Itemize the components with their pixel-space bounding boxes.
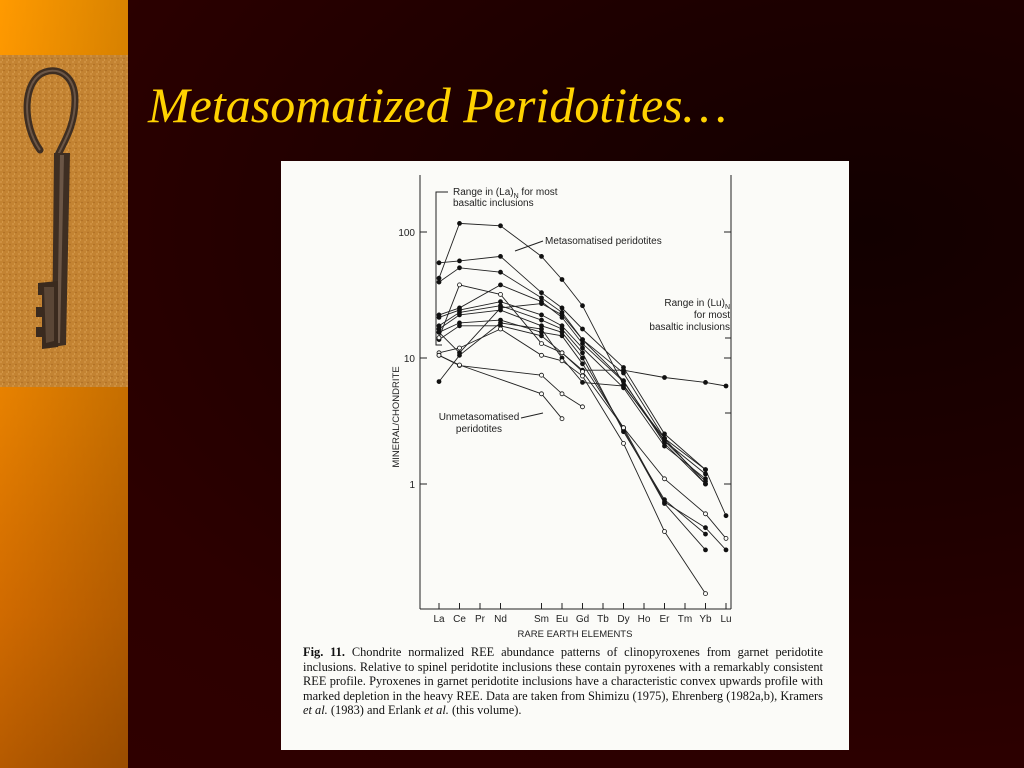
filled-data-point <box>724 548 728 552</box>
filled-data-point <box>663 500 667 504</box>
caption-text-2: et al. <box>303 703 328 718</box>
filled-data-point <box>458 266 462 270</box>
x-tick-label: Tm <box>677 614 693 625</box>
filled-data-point <box>437 280 441 284</box>
filled-data-point <box>499 270 503 274</box>
filled-data-point <box>622 379 626 383</box>
open-data-point <box>540 353 544 357</box>
range-lu-subscript: N <box>724 304 730 311</box>
filled-data-point <box>540 318 544 322</box>
range-lu-line1: Range in (Lu) <box>664 298 725 309</box>
filled-data-point <box>622 368 626 372</box>
filled-data-point <box>437 261 441 265</box>
filled-data-point <box>581 356 585 360</box>
filled-data-point <box>437 380 441 384</box>
open-data-point <box>540 392 544 396</box>
filled-data-point <box>437 330 441 334</box>
open-data-point <box>622 441 626 445</box>
filled-data-point <box>560 278 564 282</box>
filled-data-point <box>499 283 503 287</box>
open-data-point <box>704 512 708 516</box>
filled-data-point <box>560 313 564 317</box>
filled-data-point <box>704 548 708 552</box>
x-tick-label: Sm <box>534 614 549 625</box>
open-data-point <box>458 346 462 350</box>
range-lu-line2: for most <box>693 310 730 321</box>
x-tick-label: Pr <box>475 614 485 625</box>
open-data-point <box>437 353 441 357</box>
filled-data-point <box>663 376 667 380</box>
filled-data-point <box>724 514 728 518</box>
filled-data-point <box>581 327 585 331</box>
open-data-point <box>458 363 462 367</box>
open-data-point <box>704 592 708 596</box>
caption-text-4: et al. <box>424 703 449 718</box>
open-data-point <box>581 374 585 378</box>
x-tick-label: Nd <box>494 614 507 625</box>
filled-data-point <box>704 526 708 530</box>
filled-data-point <box>663 432 667 436</box>
filled-data-point <box>458 351 462 355</box>
range-la-line2: basaltic inclusions <box>453 198 534 209</box>
filled-data-point <box>540 334 544 338</box>
filled-data-point <box>540 254 544 258</box>
x-tick-label: Er <box>659 614 670 625</box>
filled-data-point <box>704 477 708 481</box>
filled-data-point <box>499 254 503 258</box>
range-la-line1: Range in (La) <box>453 187 514 198</box>
x-axis-label: RARE EARTH ELEMENTS <box>517 629 633 640</box>
open-data-point <box>540 373 544 377</box>
x-tick-label: Ho <box>637 614 651 625</box>
filled-data-point <box>704 532 708 536</box>
open-data-point <box>560 351 564 355</box>
filled-data-point <box>499 300 503 304</box>
slide-title: Metasomatized Peridotites… <box>148 77 728 133</box>
open-data-point <box>499 327 503 331</box>
filled-data-point <box>581 362 585 366</box>
filled-data-point <box>540 327 544 331</box>
ree-chart <box>281 161 849 641</box>
unmetasomatised-line2: peridotites <box>455 424 503 435</box>
open-data-point <box>458 283 462 287</box>
antique-key-photo-icon <box>0 55 128 387</box>
filled-data-point <box>458 221 462 225</box>
range-la-subscript: N <box>513 193 519 200</box>
svg-text:Metasomatised peridotites: Metasomatised peridotites <box>545 236 662 247</box>
series-line-12 <box>439 329 706 594</box>
filled-data-point <box>458 259 462 263</box>
filled-data-point <box>560 334 564 338</box>
annotation-range-lu <box>649 298 731 413</box>
annotation-metasomatised <box>515 236 662 251</box>
x-tick-label: Tb <box>597 614 609 625</box>
filled-data-point <box>581 342 585 346</box>
filled-data-point <box>704 472 708 476</box>
filled-data-point <box>540 302 544 306</box>
figure-caption <box>303 645 823 718</box>
filled-data-point <box>437 315 441 319</box>
x-tick-label: La <box>433 614 445 625</box>
figure-panel <box>281 161 849 750</box>
filled-data-point <box>663 436 667 440</box>
x-tick-label: Gd <box>575 614 590 625</box>
open-data-point <box>663 477 667 481</box>
figure-caption-label: Fig. 11. <box>303 645 345 659</box>
y-tick-label: 100 <box>398 228 415 239</box>
filled-data-point <box>499 306 503 310</box>
open-data-point <box>581 370 585 374</box>
open-data-point <box>663 530 667 534</box>
filled-data-point <box>704 380 708 384</box>
filled-data-point <box>622 384 626 388</box>
filled-data-point <box>581 338 585 342</box>
caption-text-5: (this volume). <box>448 703 522 718</box>
filled-data-point <box>581 346 585 350</box>
x-tick-label: Ce <box>453 614 466 625</box>
annotation-unmetasomatised <box>439 412 543 435</box>
open-data-point <box>622 426 626 430</box>
filled-data-point <box>581 380 585 384</box>
filled-data-point <box>540 291 544 295</box>
range-la-line1-tail: for most <box>518 187 558 198</box>
filled-data-point <box>458 313 462 317</box>
open-data-point <box>499 292 503 296</box>
filled-data-point <box>437 276 441 280</box>
x-tick-label: Dy <box>617 614 630 625</box>
open-data-point <box>437 336 441 340</box>
filled-data-point <box>704 482 708 486</box>
filled-data-point <box>704 468 708 472</box>
filled-data-point <box>581 351 585 355</box>
range-lu-line3: basaltic inclusions <box>649 322 730 333</box>
filled-data-point <box>581 304 585 308</box>
filled-data-point <box>560 306 564 310</box>
y-tick-label: 1 <box>409 480 415 491</box>
x-tick-label: Lu <box>720 614 732 625</box>
unmetasomatised-line1: Unmetasomatised <box>438 412 520 423</box>
y-axis-label: MINERAL/CHONDRITE <box>391 366 402 468</box>
y-tick-label: 10 <box>403 354 415 365</box>
filled-data-point <box>540 296 544 300</box>
open-data-point <box>560 359 564 363</box>
x-tick-label: Eu <box>555 614 569 625</box>
filled-data-point <box>663 441 667 445</box>
filled-data-point <box>724 384 728 388</box>
filled-data-point <box>499 321 503 325</box>
filled-data-point <box>540 313 544 317</box>
filled-data-point <box>499 224 503 228</box>
open-data-point <box>581 405 585 409</box>
open-data-point <box>560 392 564 396</box>
open-data-point <box>540 342 544 346</box>
open-data-point <box>724 536 728 540</box>
caption-text-1: Chondrite normalized REE abundance patterns of clinopyroxenes from garnet peridotite inclusions. Relative to spinel peridotite inclusions these contain pyroxenes with a remarkably consistent REE profile. Pyroxenes in garnet peridotite inclusions have a characteristic convex upwards profile with marked depletion in the heavy REE. Data are taken from Shimizu (1975), Ehrenberg (1982a,b), Kramers <box>303 645 823 703</box>
x-tick-label: Yb <box>699 614 712 625</box>
caption-text-3: (1983) and Erlank <box>327 703 425 718</box>
open-data-point <box>560 417 564 421</box>
filled-data-point <box>458 324 462 328</box>
